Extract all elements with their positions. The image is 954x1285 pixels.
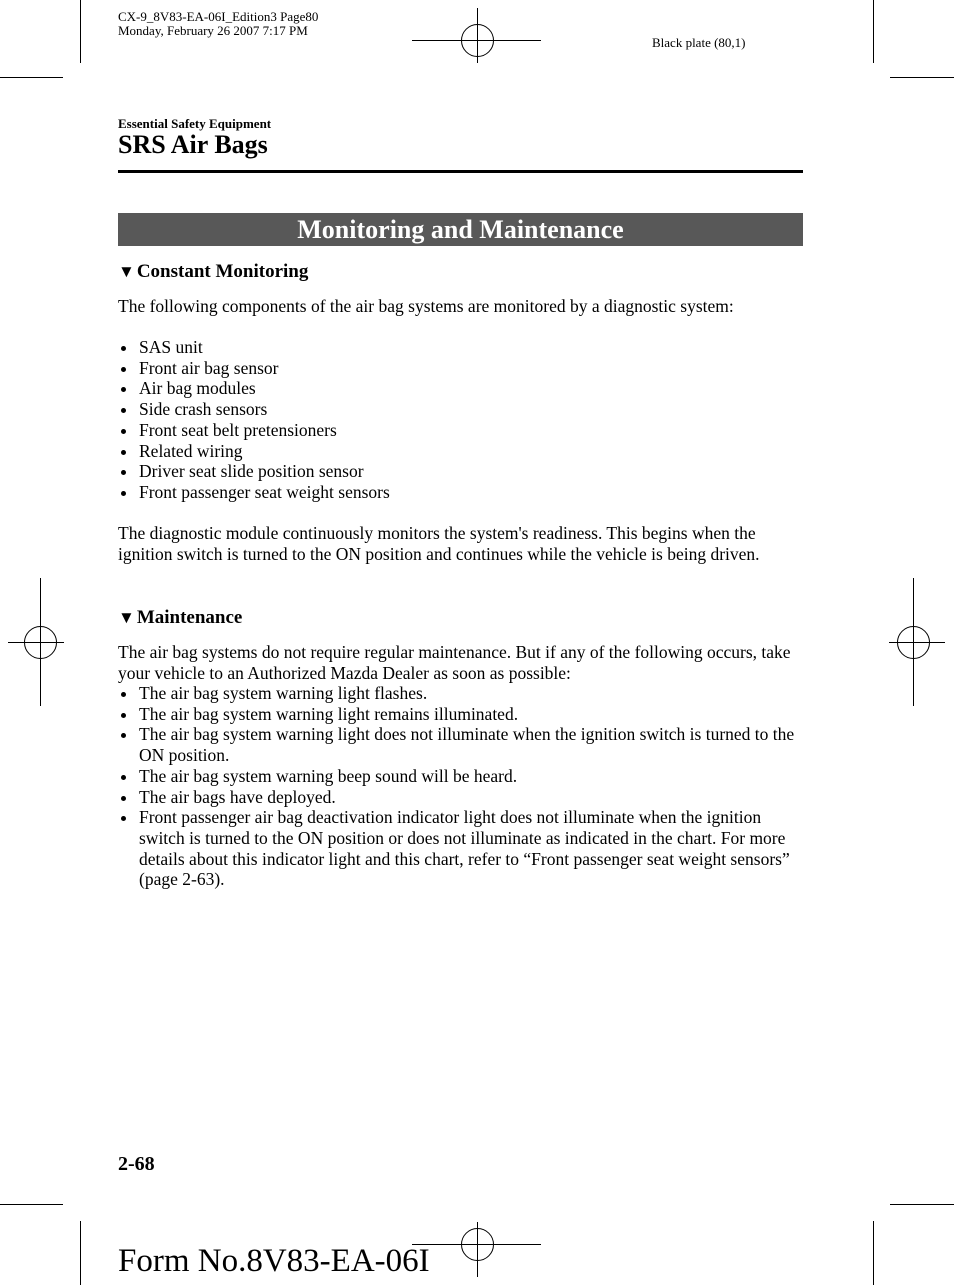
constant-monitoring-heading-text: Constant Monitoring bbox=[136, 261, 309, 282]
maintenance-intro: The air bag systems do not require regular maintenance. But if any of the following occurs, take your vehicle to an Authorized Mazda Dealer as soon as possible: bbox=[118, 642, 791, 683]
list-item: The air bag system warning light remains illuminated. bbox=[118, 704, 808, 725]
print-date-line: Monday, February 26 2007 7:17 PM bbox=[118, 23, 308, 38]
form-number: Form No.8V83-EA-06I bbox=[118, 1243, 430, 1279]
constant-monitoring-heading bbox=[118, 261, 308, 283]
maintenance-conditions-list bbox=[118, 683, 808, 890]
constant-monitoring-intro: The following components of the air bag systems are monitored by a diagnostic system: bbox=[118, 296, 734, 316]
list-item: SAS unit bbox=[118, 337, 808, 358]
list-item: The air bag system warning beep sound will be heard. bbox=[118, 766, 808, 787]
section-label: Essential Safety Equipment bbox=[118, 116, 272, 131]
print-file-line: CX-9_8V83-EA-06I_Edition3 Page80 bbox=[118, 9, 319, 24]
chapter-rule bbox=[118, 170, 803, 173]
list-item: Related wiring bbox=[118, 441, 808, 462]
list-item: Front seat belt pretensioners bbox=[118, 420, 808, 441]
list-item: The air bag system warning light does not illuminate when the ignition switch is turned to the ON position. bbox=[118, 724, 808, 765]
maintenance-heading bbox=[118, 607, 242, 629]
list-item: Front passenger air bag deactivation indicator light does not illuminate when the ignition switch is turned to the ON position or does not illuminate as indicated in the chart. For more details about this indicator light and this chart, refer to “Front passenger seat weight sensors” (page 2-63). bbox=[118, 807, 808, 890]
constant-monitoring-closing: The diagnostic module continuously monitors the system's readiness. This begins when the ignition switch is turned to the ON position and continues while the vehicle is being driven. bbox=[118, 523, 760, 564]
monitored-components-list bbox=[118, 337, 808, 503]
list-item: The air bag system warning light flashes. bbox=[118, 683, 808, 704]
plate-label: Black plate (80,1) bbox=[652, 35, 746, 50]
list-item: Front air bag sensor bbox=[118, 358, 808, 379]
list-item: Air bag modules bbox=[118, 378, 808, 399]
list-item: Driver seat slide position sensor bbox=[118, 461, 808, 482]
list-item: Front passenger seat weight sensors bbox=[118, 482, 808, 503]
triangle-down-icon: ▼ bbox=[118, 262, 135, 281]
section-banner: Monitoring and Maintenance bbox=[118, 213, 803, 246]
chapter-title: SRS Air Bags bbox=[118, 130, 268, 159]
maintenance-heading-text: Maintenance bbox=[136, 607, 243, 628]
list-item: Side crash sensors bbox=[118, 399, 808, 420]
triangle-down-icon: ▼ bbox=[118, 608, 135, 627]
page-number: 2-68 bbox=[118, 1153, 155, 1175]
list-item: The air bags have deployed. bbox=[118, 787, 808, 808]
